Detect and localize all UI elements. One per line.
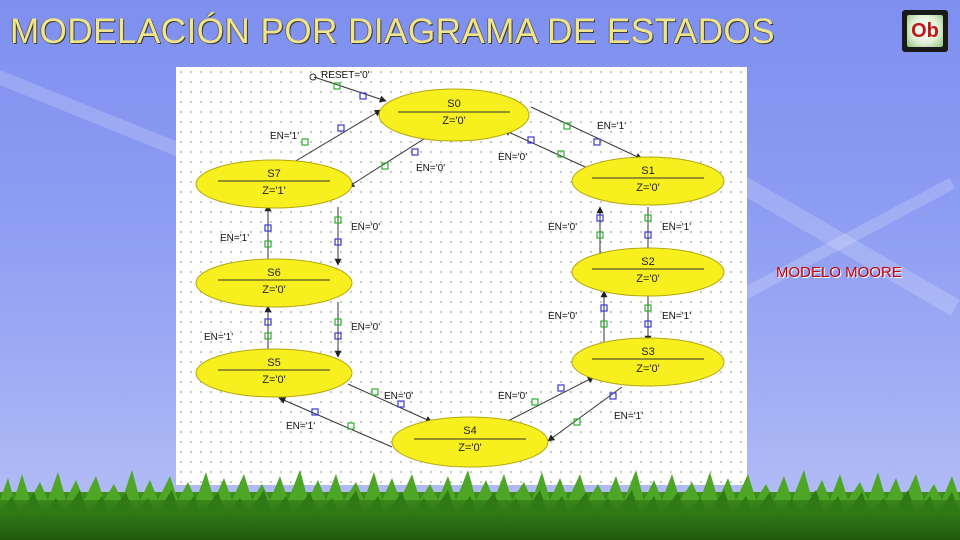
transition-label: EN='0': [498, 152, 528, 163]
state-name: S0: [447, 98, 461, 110]
page-title: MODELACIÓN POR DIAGRAMA DE ESTADOS: [10, 12, 776, 51]
state-name: S6: [267, 267, 281, 279]
transition-s1-s0: [504, 130, 594, 171]
state-name: S4: [463, 425, 477, 437]
model-label: MODELO MOORE: [776, 264, 902, 281]
state-name: S1: [641, 165, 655, 177]
reset-label: RESET='0': [321, 70, 370, 81]
transition-label: EN='0': [384, 391, 414, 402]
transition-label: EN='0': [416, 163, 446, 174]
transition-s7-s0: [294, 110, 381, 162]
state-output: Z='0': [442, 115, 466, 127]
transition-handle: [594, 139, 600, 145]
transition-label: EN='0': [548, 222, 578, 233]
transition-handle: [338, 125, 344, 131]
state-name: S7: [267, 168, 281, 180]
transition-handle: [302, 139, 308, 145]
transition-label: EN='0': [351, 222, 381, 233]
transition-handle: [558, 385, 564, 391]
transition-label: EN='0': [548, 311, 578, 322]
transition-label: EN='0': [351, 322, 381, 333]
state-name: S3: [641, 346, 655, 358]
transition-handle: [532, 399, 538, 405]
transition-handle: [412, 149, 418, 155]
transition-label: EN='1': [270, 131, 300, 142]
transition-label: EN='1': [220, 233, 250, 244]
state-name: S2: [641, 256, 655, 268]
transition-label: EN='1': [614, 411, 644, 422]
transition-label: EN='1': [662, 311, 692, 322]
reset-transition: [310, 70, 386, 101]
state-s1: [572, 157, 724, 205]
state-s6: [196, 259, 352, 307]
state-diagram-canvas: [176, 67, 747, 485]
state-s5: [196, 349, 352, 397]
transition-s5-s4: [348, 384, 432, 422]
state-output: Z='0': [636, 182, 660, 194]
state-output: Z='0': [636, 273, 660, 285]
transition-s0-s1: [531, 107, 642, 159]
state-output: Z='0': [636, 363, 660, 375]
state-s0: [379, 89, 529, 141]
state-output: Z='0': [262, 374, 286, 386]
transition-handle: [372, 389, 378, 395]
ob-logo-icon: Ob: [907, 15, 943, 47]
state-diagram: [176, 67, 747, 485]
state-output: Z='0': [458, 442, 482, 454]
transition-label: EN='1': [662, 222, 692, 233]
state-output: Z='1': [262, 185, 286, 197]
transition-label: EN='1': [597, 121, 627, 132]
state-s3: [572, 338, 724, 386]
transition-label: EN='1': [286, 421, 316, 432]
state-s7: [196, 160, 352, 208]
transition-label: EN='1': [204, 332, 234, 343]
state-output: Z='0': [262, 284, 286, 296]
logo: [902, 10, 948, 52]
state-name: S5: [267, 357, 281, 369]
state-s2: [572, 248, 724, 296]
grass-decoration: [0, 470, 960, 540]
transition-label: EN='0': [498, 391, 528, 402]
state-s4: [392, 417, 548, 467]
